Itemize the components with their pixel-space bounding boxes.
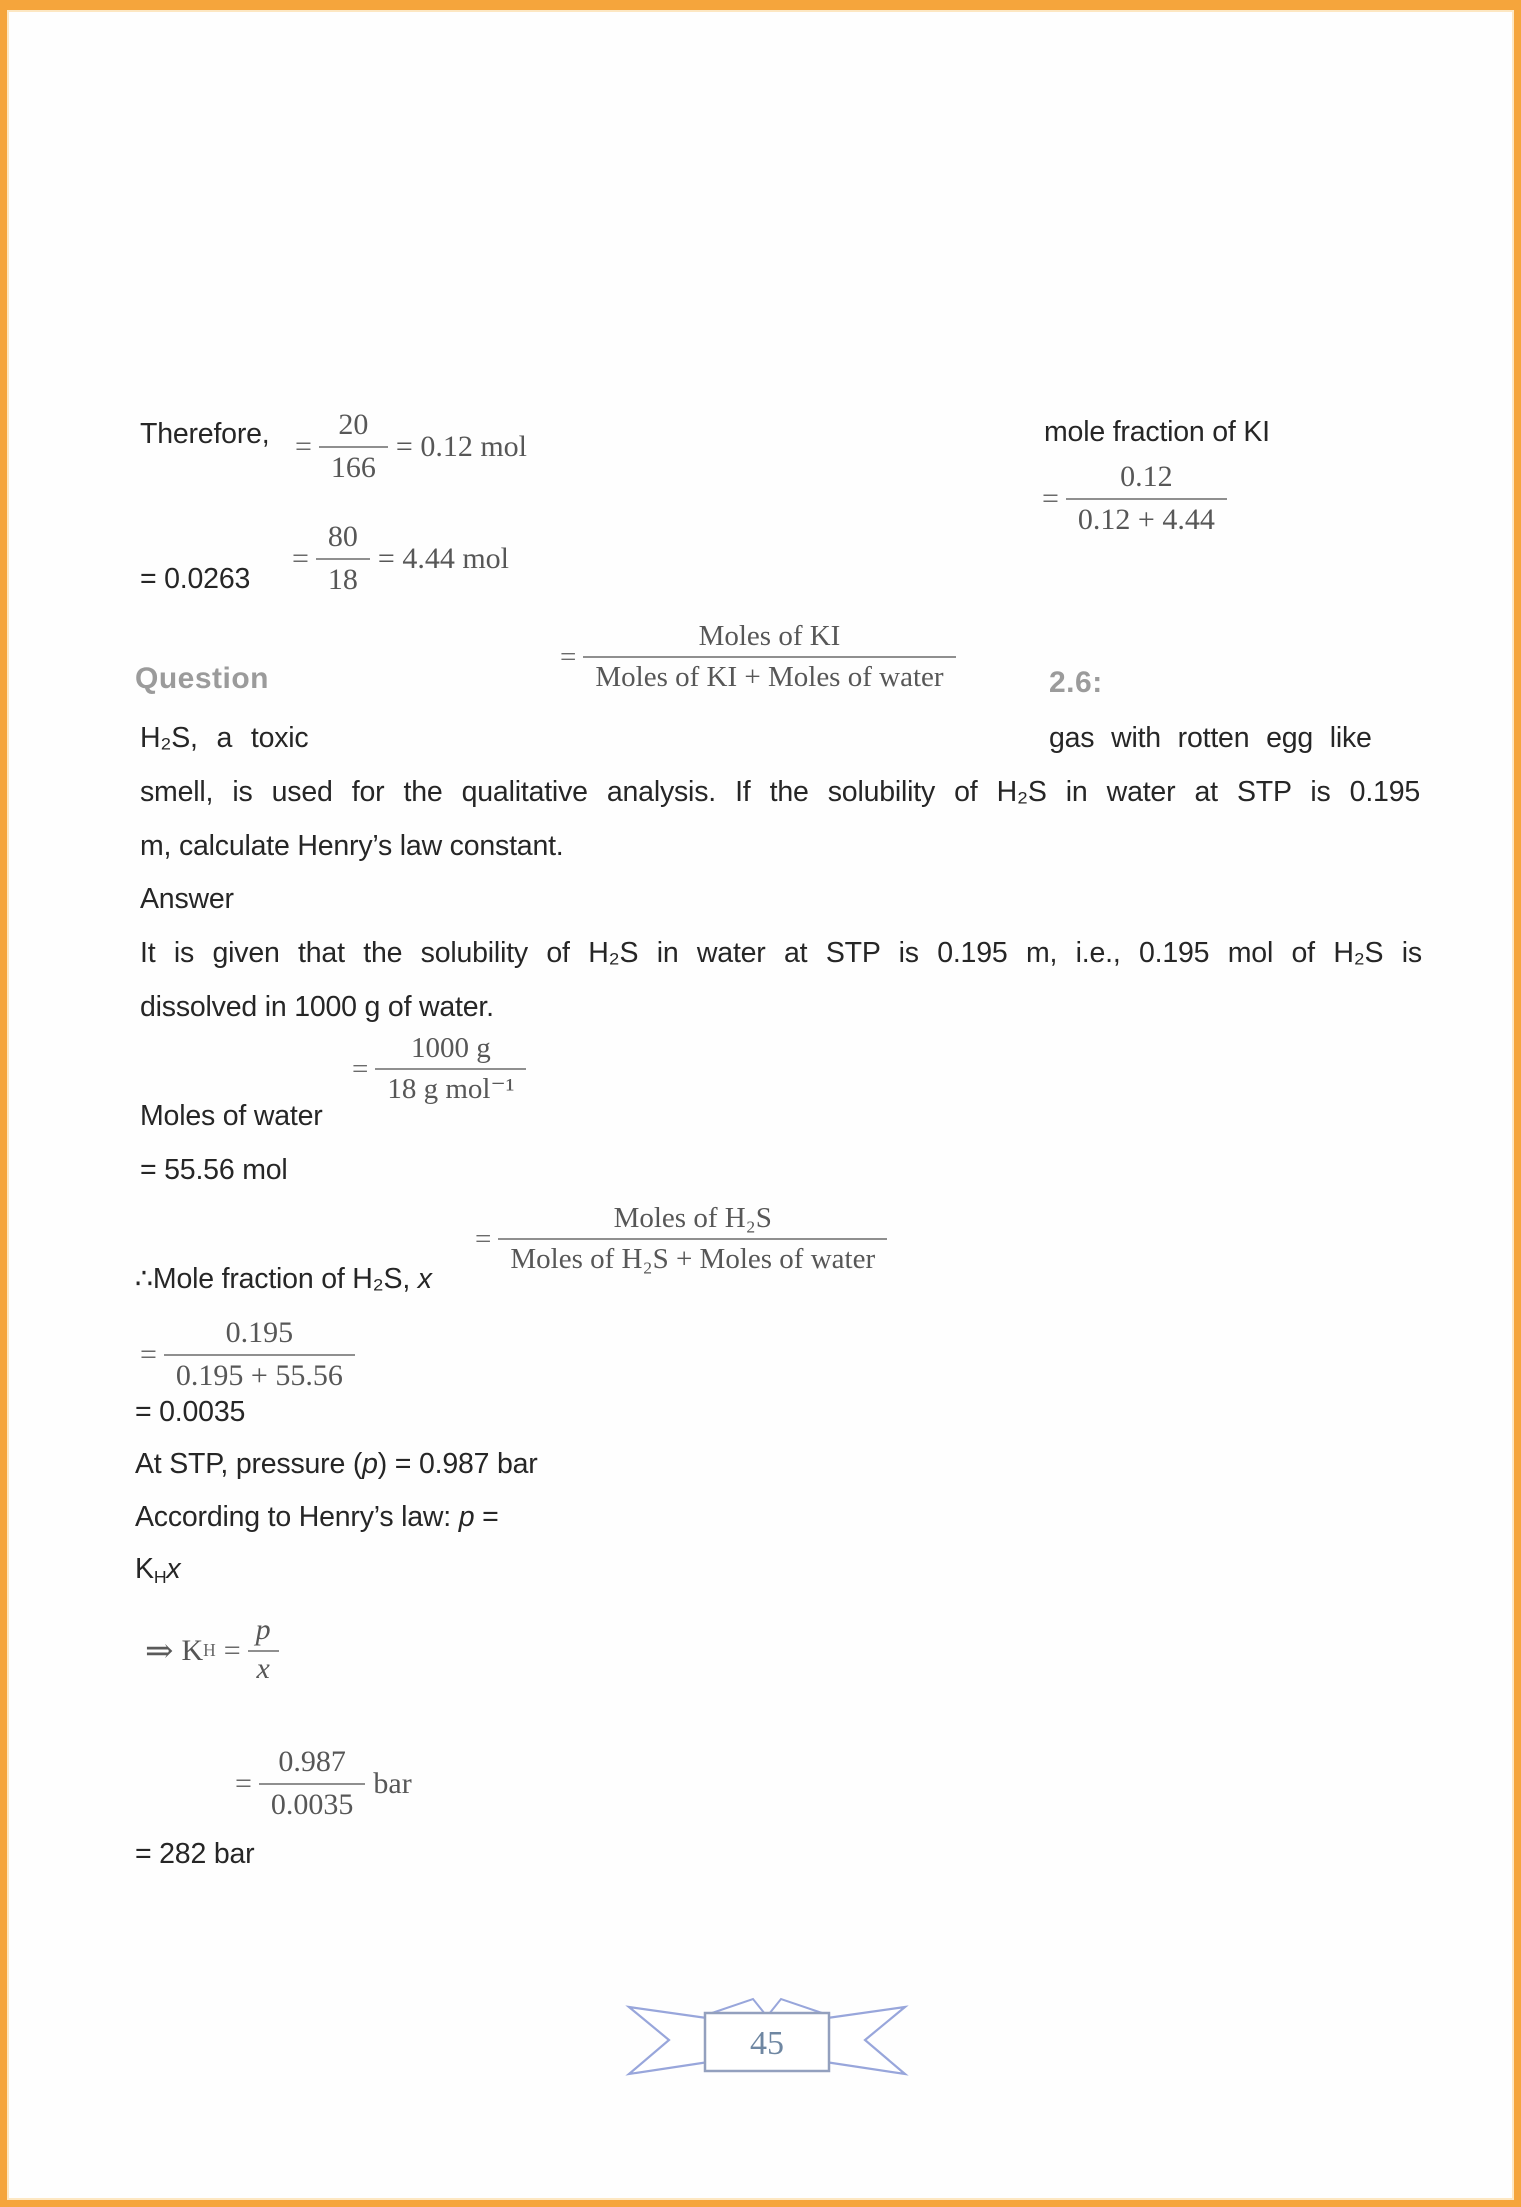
equals-sign: = bbox=[235, 1766, 252, 1800]
fraction-denominator: x bbox=[256, 1651, 270, 1685]
kh-subscript-h: H bbox=[153, 1566, 167, 1587]
mole-fraction-ki-label: mole fraction of KI bbox=[1044, 416, 1270, 448]
stp-pressure-line bbox=[135, 1448, 538, 1481]
therefore-label: Therefore, bbox=[140, 418, 270, 450]
fraction-moles-of-water-80-18 bbox=[292, 520, 509, 597]
fraction-stack bbox=[259, 1745, 366, 1822]
fraction-mole-fraction-h2s-definition bbox=[475, 1202, 887, 1277]
fraction-result: = 0.12 mol bbox=[395, 429, 528, 463]
stp-text-post: ) = 0.987 bar bbox=[377, 1448, 538, 1480]
kh-subscript-h: H bbox=[203, 1640, 216, 1660]
fraction-stack bbox=[164, 1316, 355, 1393]
kh-x-line bbox=[135, 1553, 180, 1588]
fraction-result: = 4.44 mol bbox=[377, 541, 510, 575]
moles-of-water-result: = 55.56 mol bbox=[140, 1154, 288, 1186]
fraction-stack bbox=[375, 1032, 526, 1107]
fraction-mole-fraction-ki bbox=[1042, 460, 1227, 537]
kh-symbol-k: K bbox=[135, 1553, 154, 1585]
pressure-variable-p: p bbox=[362, 1448, 378, 1480]
equals-sign: = bbox=[475, 1222, 492, 1255]
equals-sign: = bbox=[560, 640, 577, 673]
answer-label: Answer bbox=[140, 883, 234, 915]
question-number: 2.6: bbox=[1049, 666, 1103, 699]
fraction-moles-of-water-1000-18 bbox=[352, 1032, 526, 1107]
question-text-line2: smell, is used for the qualitative analysis. If the solubility of H₂S in water at STP is 0.195 bbox=[140, 776, 1420, 808]
fraction-stack bbox=[583, 620, 955, 695]
fraction-moles-of-ki bbox=[295, 408, 527, 485]
equals-sign: = bbox=[292, 541, 309, 575]
fraction-numerator: 1000 g bbox=[411, 1032, 491, 1064]
equation-kh-equals-p-over-x bbox=[145, 1613, 279, 1688]
mole-fraction-result: = 0.0263 bbox=[140, 563, 251, 595]
fraction-numerator: 80 bbox=[327, 520, 358, 553]
implies-arrow: ⇒ bbox=[145, 1632, 174, 1670]
fraction-numerator: 0.195 bbox=[225, 1316, 294, 1349]
fraction-denominator: 0.0035 bbox=[270, 1787, 354, 1821]
fraction-numerator: p bbox=[255, 1613, 271, 1646]
moles-of-water-label: Moles of water bbox=[140, 1100, 323, 1132]
question-label: Question bbox=[135, 662, 270, 695]
fraction-numerator: 20 bbox=[338, 408, 369, 441]
fraction-stack bbox=[319, 408, 388, 485]
fraction-denominator: 166 bbox=[330, 450, 376, 484]
fraction-numerator: Moles of KI bbox=[698, 620, 841, 652]
equals-sign: = bbox=[295, 429, 312, 463]
equals-sign: = bbox=[352, 1052, 369, 1085]
equals-sign: = bbox=[223, 1633, 241, 1667]
stp-text-pre: At STP, pressure ( bbox=[135, 1448, 363, 1480]
answer-given-line2: dissolved in 1000 g of water. bbox=[140, 991, 494, 1023]
equals-sign: = bbox=[1042, 481, 1059, 515]
fraction-denominator: Moles of KI + Moles of water bbox=[595, 661, 944, 694]
equals-sign: = bbox=[140, 1337, 157, 1371]
fraction-denominator: Moles of H₂S + Moles of water bbox=[510, 1243, 876, 1276]
fraction-numerator: 0.987 bbox=[278, 1745, 346, 1778]
fraction-numerator: 0.12 bbox=[1120, 460, 1173, 493]
page-number-ribbon bbox=[617, 1988, 917, 2083]
page-number: 45 bbox=[750, 2025, 784, 2062]
fraction-mole-fraction-ki-definition bbox=[560, 620, 956, 695]
mole-fraction-variable-x: x bbox=[417, 1263, 432, 1295]
henry-text-post: = bbox=[474, 1501, 499, 1533]
henrys-law-line bbox=[135, 1501, 499, 1534]
pressure-variable-p: p bbox=[458, 1501, 475, 1533]
final-result: = 282 bar bbox=[135, 1838, 255, 1870]
fraction-denominator: 18 bbox=[327, 562, 358, 596]
fraction-numerator: Moles of H₂S bbox=[613, 1202, 772, 1234]
question-text-line1-right: gas with rotten egg like bbox=[1049, 722, 1372, 754]
mole-fraction-h2s-label bbox=[135, 1262, 432, 1296]
fraction-unit: bar bbox=[373, 1766, 412, 1800]
kh-symbol-k: K bbox=[181, 1633, 204, 1667]
kh-variable-x: x bbox=[166, 1553, 181, 1585]
fraction-stack bbox=[248, 1613, 279, 1688]
fraction-stack bbox=[498, 1202, 887, 1277]
answer-given-line1: It is given that the solubility of H₂S in water at STP is 0.195 m, i.e., 0.195 mol of H₂S is bbox=[140, 937, 1422, 969]
question-text-line3: m, calculate Henry’s law constant. bbox=[140, 830, 564, 862]
fraction-denominator: 18 g mol⁻¹ bbox=[387, 1073, 515, 1106]
fraction-denominator: 0.12 + 4.44 bbox=[1077, 502, 1215, 536]
fraction-stack bbox=[316, 520, 370, 597]
henry-text-pre: According to Henry’s law: bbox=[135, 1501, 459, 1533]
mole-fraction-h2s-result: = 0.0035 bbox=[135, 1396, 246, 1428]
question-text-line1-left: H₂S, a toxic bbox=[140, 722, 309, 754]
mole-fraction-h2s-prefix: ∴Mole fraction of H₂S, bbox=[135, 1263, 418, 1295]
fraction-stack bbox=[1066, 460, 1227, 537]
fraction-denominator: 0.195 + 55.56 bbox=[175, 1358, 343, 1392]
fraction-kh-numeric bbox=[235, 1745, 412, 1822]
fraction-mole-fraction-h2s-values bbox=[140, 1316, 355, 1393]
